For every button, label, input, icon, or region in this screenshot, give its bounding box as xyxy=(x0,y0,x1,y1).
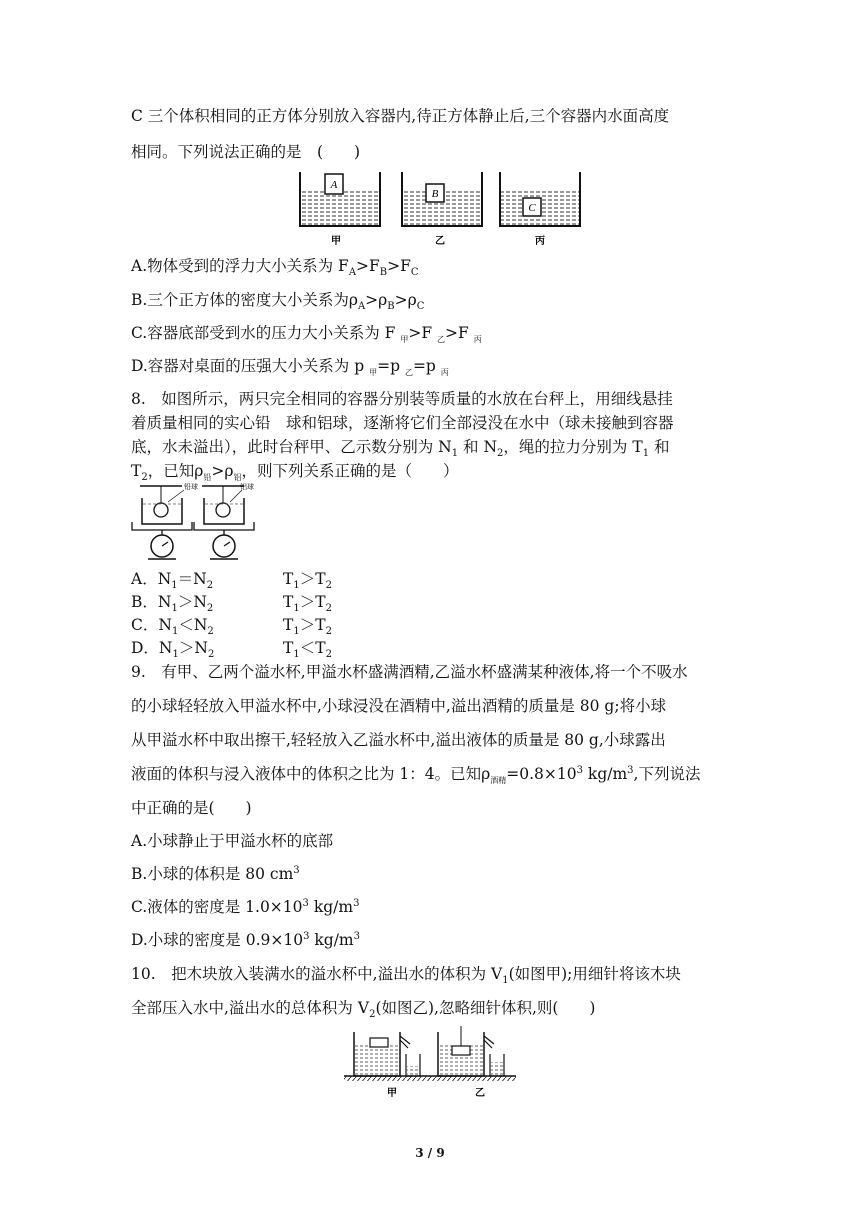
overflow-cup-yi xyxy=(438,1026,504,1076)
q10-stem-line-1: 10. 把木块放入装满水的溢水杯中,溢出水的体积为 $V_1$(如图甲);用细针将该木块 xyxy=(131,965,681,987)
label-lead-ball: 铅球 xyxy=(184,483,198,491)
q9-option-c: C.液体的密度是 $1.0\times 10^3$ $kg/m^3$ xyxy=(131,897,360,916)
q10-figure xyxy=(340,1024,520,1100)
q7-option-b: B.三个正方体的密度大小关系为$\rho_A>\rho_B>\rho_C$ xyxy=(131,291,425,313)
q8-stem-line-2: 着质量相同的实心铅 球和铝球，逐渐将它们全部浸没在水中（球未接触到容器 xyxy=(131,414,674,432)
q9-option-b: B.小球的体积是 80 $cm^3$ xyxy=(131,864,300,883)
label-aluminum-ball: 铝球 xyxy=(240,483,254,491)
q7-stem-line-1: C 三个体积相同的正方体分别放入容器内,待正方体静止后,三个容器内水面高度 xyxy=(131,107,670,125)
q8-stem-line-1: 8. 如图所示，两只完全相同的容器分别装等质量的水放在台秤上，用细线悬挂 xyxy=(131,390,673,408)
q7-option-d: D.容器对桌面的压强大小关系为 p $_甲$=p $_乙$=p $_丙$ xyxy=(131,357,449,378)
block-label-b: B xyxy=(431,188,439,200)
q9-option-a: A.小球静止于甲溢水杯的底部 xyxy=(131,832,334,850)
overflow-cup-jia xyxy=(354,1032,420,1076)
q8-option-d: D．$N_1>N_2$ $T_1<T_2$ xyxy=(131,639,332,661)
q9-stem-line-1: 9. 有甲、乙两个溢水杯,甲溢水杯盛满酒精,乙溢水杯盛满某种液体,将一个不吸水 xyxy=(131,663,688,681)
q9-stem-line-4: 液面的体积与浸入液体中的体积之比为 1：4。已知$\rho_{酒精}=0.8\times 10^3$ $kg/m^3$,下列说法 xyxy=(131,764,701,786)
page-number: 3 / 9 xyxy=(415,1146,445,1160)
scale-right xyxy=(194,482,254,559)
q8-option-a: A．$N_1=N_2$ $T_1>T_2$ xyxy=(131,570,332,592)
container-jia xyxy=(300,172,380,226)
container-yi xyxy=(402,172,482,226)
q7-figure xyxy=(290,166,590,250)
q8-stem-line-4: $T_2$，已知$\rho_铅>\rho_铝$，则下列关系正确的是（ ） xyxy=(131,462,459,484)
q8-figure xyxy=(128,480,258,564)
fig-label-bing: 丙 xyxy=(535,236,545,247)
fig-label-yi: 乙 xyxy=(435,236,445,247)
q9-option-d: D.小球的密度是 $0.9\times 10^3$ $kg/m^3$ xyxy=(131,930,361,949)
q9-stem-line-3: 从甲溢水杯中取出擦干,轻轻放入乙溢水杯中,溢出液体的质量是 80 g,小球露出 xyxy=(131,731,666,749)
scale-left xyxy=(132,482,198,559)
block-label-c: C xyxy=(528,202,536,214)
q9-stem-line-5: 中正确的是( ) xyxy=(131,799,252,817)
q8-stem-line-3: 底，水未溢出），此时台秤甲、乙示数分别为 $N_1$ 和 $N_2$，绳的拉力分别为 $T_1$ 和 xyxy=(131,438,670,460)
container-bing xyxy=(500,172,580,226)
q8-option-c: C．$N_1<N_2$ $T_1>T_2$ xyxy=(131,616,332,638)
q7-option-a: A.物体受到的浮力大小关系为 $F_A>F_B>F_C$ xyxy=(131,257,419,279)
q7-option-c: C.容器底部受到水的压力大小关系为 F $_甲$>F $_乙$>F $_丙$ xyxy=(131,324,482,345)
fig-label-jia: 甲 xyxy=(331,236,341,247)
q8-option-b: B．$N_1>N_2$ $T_1>T_2$ xyxy=(131,593,332,615)
q9-stem-line-2: 的小球轻轻放入甲溢水杯中,小球浸没在酒精中,溢出酒精的质量是 80 g;将小球 xyxy=(131,697,667,715)
q7-stem-line-2: 相同。下列说法正确的是 ( ) xyxy=(131,143,361,161)
fig-label-jia-2: 甲 xyxy=(387,1088,397,1099)
block-label-a: A xyxy=(330,179,338,191)
q10-stem-line-2: 全部压入水中,溢出水的总体积为 $V_2$(如图乙),忽略细针体积,则( ) xyxy=(131,999,596,1021)
fig-label-yi-2: 乙 xyxy=(475,1088,485,1099)
